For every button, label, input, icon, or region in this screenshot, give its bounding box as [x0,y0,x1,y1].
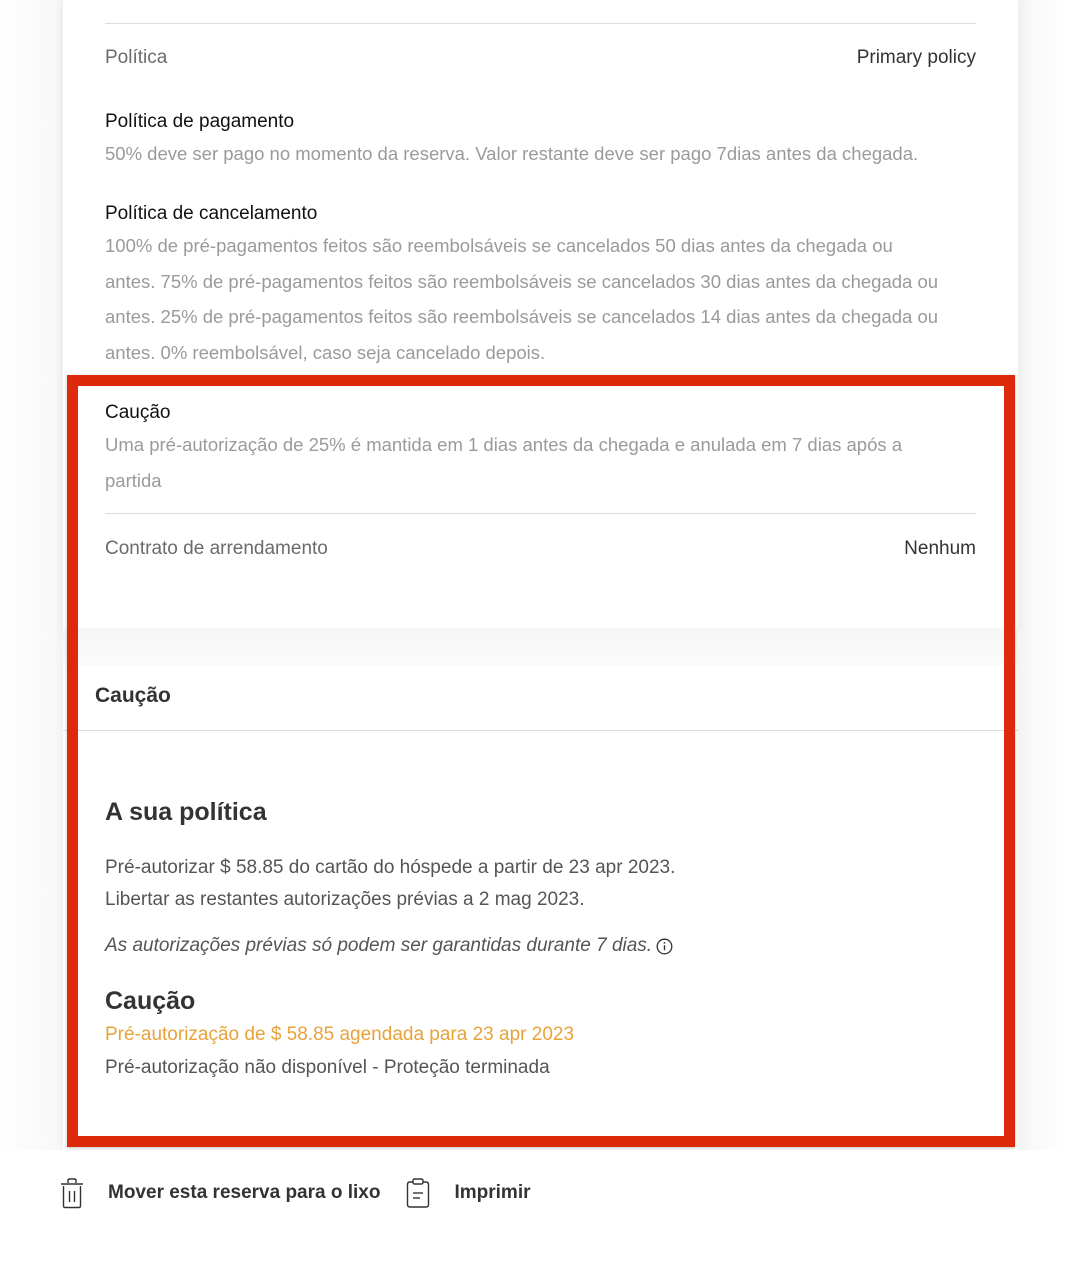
deposit-panel-title: Caução [95,684,171,707]
page-background-right [1018,0,1068,1150]
your-policy-heading: A sua política [105,798,267,826]
deposit-policy-line: partida [105,469,162,491]
deposit-policy-title: Caução [105,402,171,423]
payment-policy-text: 50% deve ser pago no momento da reserva. Valor restante deve ser pago 7dias antes da chegada. [105,143,919,164]
deposit-policy-line: Uma pré-autorização de 25% é mantida em 1 dias antes da chegada e anulada em 7 dias após a [105,434,903,455]
clipboard-icon [404,1177,432,1209]
release-line: Libertar as restantes autorizações prévias a 2 mag 2023. [105,889,585,910]
deposit-policy-text [105,427,985,498]
preauth-note-text: As autorizações prévias só podem ser garantidas durante 7 dias. [105,935,653,956]
deposit-heading: Caução [105,987,196,1015]
cancellation-line: antes. 0% reembolsável, caso seja cancelado depois. [105,341,546,363]
policy-label: Política [105,47,168,68]
lease-value: Nenhum [904,538,976,559]
preauth-note [105,935,673,957]
panel-divider [63,730,1018,731]
divider [105,513,976,514]
card-gap [63,628,1018,666]
cancellation-line: antes. 75% de pré-pagamentos feitos são reembolsáveis se cancelados 30 dias antes da chegada ou [105,270,939,292]
trash-icon [58,1177,86,1209]
cancellation-line: antes. 25% de pré-pagamentos feitos são reembolsáveis se cancelados 14 dias antes da chegada ou [105,306,939,327]
deposit-scheduled-status: Pré-autorização de $ 58.85 agendada para 23 apr 2023 [105,1024,575,1045]
payment-policy-title: Política de pagamento [105,111,295,132]
info-icon[interactable] [656,938,673,955]
cancellation-policy-text [105,228,985,370]
print-label: Imprimir [454,1182,531,1203]
cancellation-policy-title: Política de cancelamento [105,203,318,224]
move-to-trash-button[interactable] [58,1177,380,1209]
policy-value: Primary policy [856,47,976,68]
move-to-trash-label: Mover esta reserva para o lixo [108,1182,381,1203]
lease-label: Contrato de arrendamento [105,538,328,559]
print-button[interactable] [404,1177,530,1209]
deposit-unavailable-status: Pré-autorização não disponível - Proteção terminada [105,1057,550,1078]
preauth-line: Pré-autorizar $ 58.85 do cartão do hóspede a partir de 23 apr 2023. [105,857,676,878]
reservation-actions [58,1176,531,1210]
cancellation-line: 100% de pré-pagamentos feitos são reembolsáveis se cancelados 50 dias antes da chegada ou [105,235,893,256]
page-background-left [0,0,63,1150]
divider [105,23,976,24]
